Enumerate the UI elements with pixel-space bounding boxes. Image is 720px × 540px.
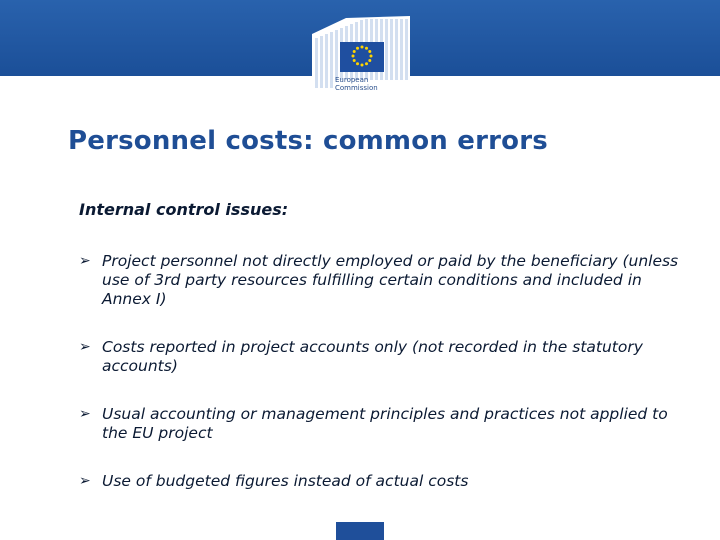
bullet-text: Project personnel not directly employed or paid by the beneficiary (unless use of 3rd party resources fulfilling certain conditions and included in Annex I) [102,252,679,308]
logo-text-line2: Commission [335,84,378,92]
section-subtitle: Internal control issues: [79,200,289,219]
bullet-item [79,338,689,376]
arrow-bullet-icon: ➢ [79,473,91,489]
bullet-item [79,472,689,491]
slide-title: Personnel costs: common errors [68,126,548,156]
bullet-item [79,405,689,443]
arrow-bullet-icon: ➢ [79,253,91,269]
bullet-item [79,252,689,309]
bullet-text: Costs reported in project accounts only (not recorded in the statutory accounts) [102,338,643,375]
bullet-list [79,252,689,491]
arrow-bullet-icon: ➢ [79,339,91,355]
bullet-text: Use of budgeted figures instead of actual costs [102,472,469,490]
footer-accent-bar [336,522,384,540]
arrow-bullet-icon: ➢ [79,406,91,422]
bullet-text: Usual accounting or management principles and practices not applied to the EU project [102,405,668,442]
logo-text-line1: European [335,76,369,84]
